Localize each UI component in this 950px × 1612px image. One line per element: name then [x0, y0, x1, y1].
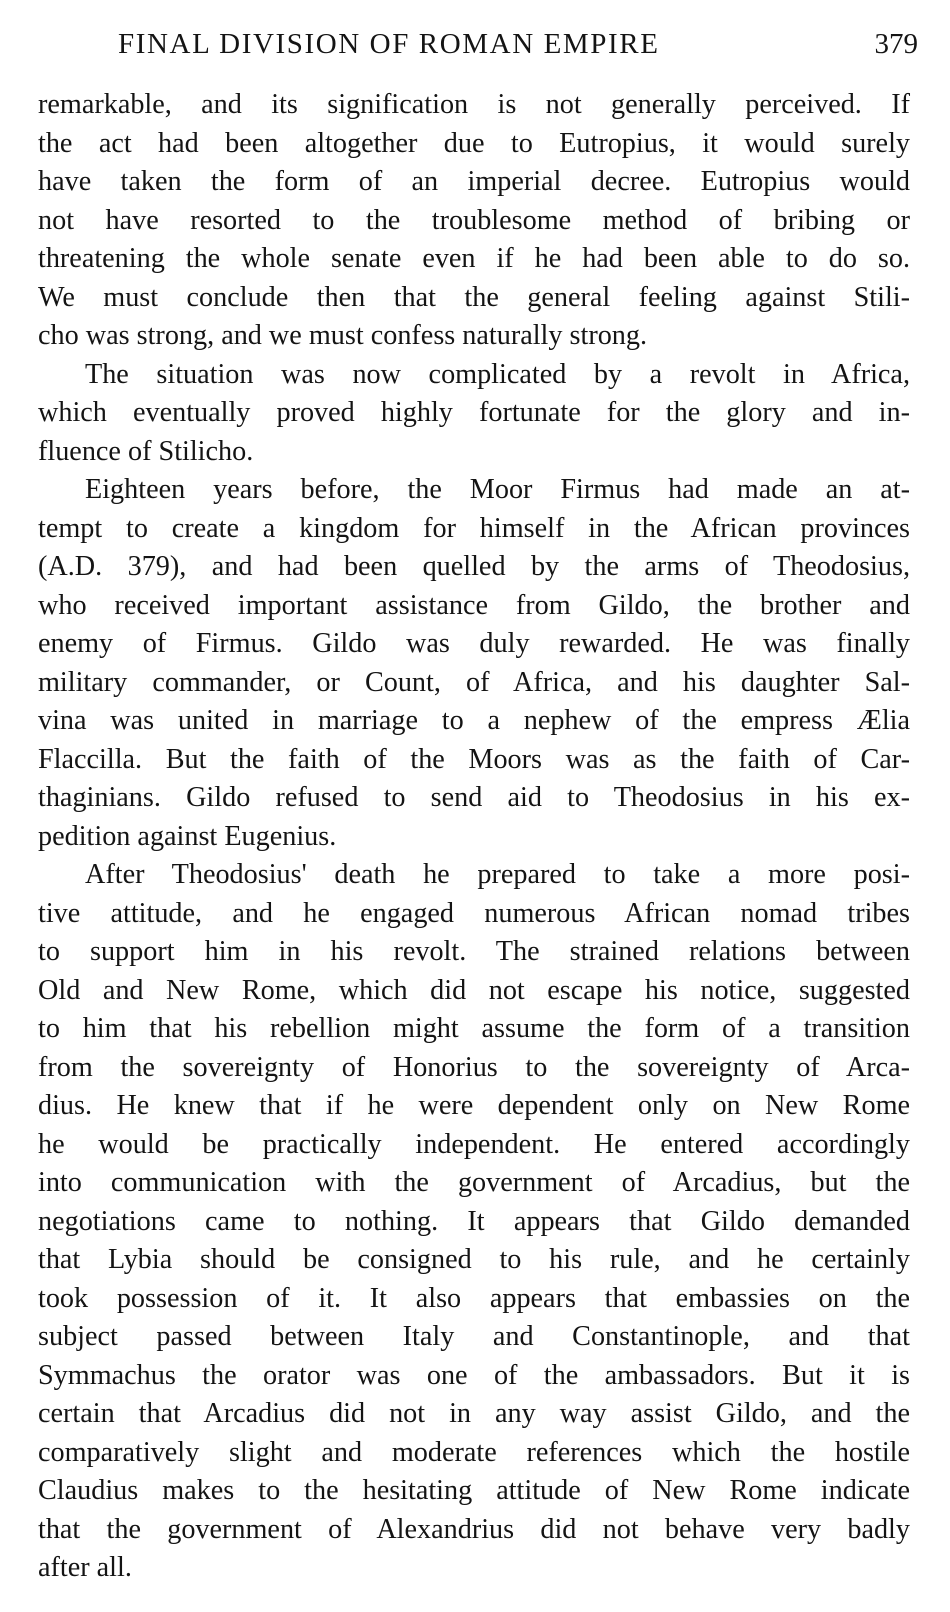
text-line: negotiations came to nothing. It appears that Gildo demanded	[38, 1205, 910, 1237]
text-line: vina was united in marriage to a nephew of the empress Ælia	[38, 705, 910, 736]
text-line: Claudius makes to the hesitating attitude of New Rome indicate	[38, 1475, 910, 1506]
text-line: after all.	[38, 1552, 132, 1583]
text-line: Symmachus the orator was one of the ambassadors. But it is	[38, 1359, 910, 1391]
text-line: military commander, or Count, of Africa, and his daughter Sal-	[38, 666, 910, 698]
page-number: 379	[874, 28, 918, 60]
text-line: After Theodosius' death he prepared to take a more posi-	[85, 859, 910, 890]
text-line: cho was strong, and we must confess naturally strong.	[38, 320, 648, 351]
text-line: he would be practically independent. He entered accordingly	[38, 1128, 910, 1160]
text-line: threatening the whole senate even if he had been able to do so.	[38, 243, 910, 274]
text-line: into communication with the government of Arcadius, but the	[38, 1167, 910, 1198]
text-line: the act had been altogether due to Eutropius, it would surely	[38, 127, 910, 159]
text-line: The situation was now complicated by a revolt in Africa,	[85, 358, 910, 390]
text-line: to him that his rebellion might assume the form of a transition	[38, 1013, 910, 1044]
text-line: that Lybia should be consigned to his rule, and he certainly	[38, 1244, 910, 1275]
text-line: dius. He knew that if he were dependent only on New Rome	[38, 1090, 910, 1121]
body-text	[38, 86, 910, 1588]
text-line: (A.D. 379), and had been quelled by the arms of Theodosius,	[38, 551, 910, 582]
text-line: tive attitude, and he engaged numerous African nomad tribes	[38, 897, 910, 929]
text-line: Flaccilla. But the faith of the Moors was as the faith of Car-	[38, 743, 910, 775]
text-line: certain that Arcadius did not in any way assist Gildo, and the	[38, 1398, 910, 1429]
text-line: from the sovereignty of Honorius to the sovereignty of Arca-	[38, 1051, 910, 1083]
text-line: Eighteen years before, the Moor Firmus had made an at-	[85, 474, 910, 505]
text-line: Old and New Rome, which did not escape his notice, suggested	[38, 974, 910, 1006]
text-line: remarkable, and its signification is not generally perceived. If	[38, 89, 910, 120]
text-line: that the government of Alexandrius did not behave very badly	[38, 1513, 910, 1545]
text-line: comparatively slight and moderate references which the hostile	[38, 1436, 910, 1468]
text-line: took possession of it. It also appears that embassies on the	[38, 1282, 910, 1314]
running-head	[118, 28, 918, 68]
running-title: FINAL DIVISION OF ROMAN EMPIRE	[118, 28, 660, 60]
text-line: subject passed between Italy and Constantinople, and that	[38, 1321, 910, 1352]
text-line: which eventually proved highly fortunate for the glory and in-	[38, 397, 910, 428]
text-line: to support him in his revolt. The strained relations between	[38, 936, 910, 967]
text-line: thaginians. Gildo refused to send aid to Theodosius in his ex-	[38, 782, 910, 813]
text-line: have taken the form of an imperial decree. Eutropius would	[38, 166, 910, 197]
text-line: fluence of Stilicho.	[38, 435, 254, 467]
text-line: who received important assistance from Gildo, the brother and	[38, 589, 910, 621]
text-line: tempt to create a kingdom for himself in the African provinces	[38, 512, 910, 544]
text-line: enemy of Firmus. Gildo was duly rewarded. He was finally	[38, 628, 910, 659]
text-line: pedition against Eugenius.	[38, 820, 337, 852]
text-line: not have resorted to the troublesome method of bribing or	[38, 204, 910, 236]
text-line: We must conclude then that the general feeling against Stili-	[38, 281, 910, 313]
